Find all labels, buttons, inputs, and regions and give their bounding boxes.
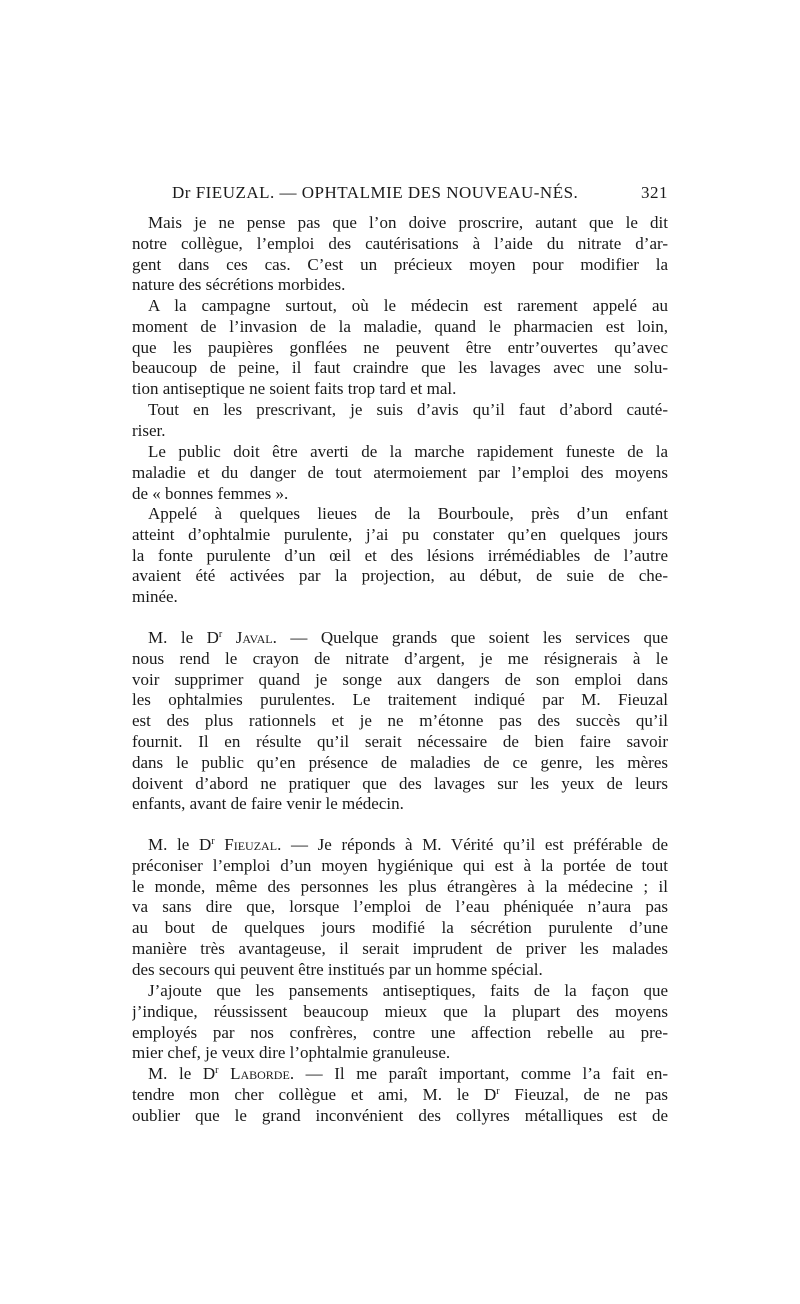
- speaker-name: Fieuzal: [224, 835, 278, 854]
- text-line: minée.: [132, 587, 178, 607]
- text-line: maladie et du danger de tout atermoiement par l’emploi des moyens: [132, 462, 668, 482]
- text-line: la fonte purulente d’un œil et des lésions irrémédiables de l’autre: [132, 545, 668, 565]
- text-line: Mais je ne pense pas que l’on doive proscrire, autant que le dit: [148, 213, 668, 232]
- text-line: notre collègue, l’emploi des cautérisations à l’aide du nitrate d’ar-: [132, 233, 668, 253]
- title-superscript: r: [211, 836, 215, 847]
- text-line: le monde, même des personnes les plus étrangères à la médecine ; il: [132, 876, 668, 896]
- paragraph: [132, 213, 668, 296]
- text-line: moment de l’invasion de la maladie, quand le pharmacien est loin,: [132, 316, 668, 336]
- text-line: tion antiseptique ne soient faits trop tard et mal.: [132, 379, 457, 399]
- text-line: préconiser l’emploi d’un moyen hygiénique qui est à la portée de tout: [132, 855, 668, 875]
- line-text: Quelque grands que soient les services que: [320, 628, 668, 647]
- text-line: avaient été activées par la projection, au début, de suie de che-: [132, 566, 668, 586]
- paragraph: [132, 1064, 668, 1126]
- text-line: dans le public qu’en présence de maladies de ce genre, les mères: [132, 752, 668, 772]
- text-line: J’ajoute que les pansements antiseptiques, faits de la façon que: [148, 981, 668, 1000]
- text-line: nous rend le crayon de nitrate d’argent, je me résignerais à le: [132, 648, 668, 668]
- text-line: Le public doit être averti de la marche rapidement funeste de la: [148, 442, 668, 461]
- line-text: tendre mon cher collègue et ami, M. le D: [132, 1084, 497, 1104]
- text-line: nature des sécrétions morbides.: [132, 275, 346, 295]
- text-line: beaucoup de peine, il faut craindre que les lavages avec une solu-: [132, 358, 668, 378]
- text-line: [132, 1064, 668, 1085]
- paragraph: [132, 504, 668, 608]
- speaker-name: Laborde: [230, 1064, 290, 1083]
- text-line: de « bonnes femmes ».: [132, 483, 289, 503]
- text-line: est des plus rationnels et je ne m’étonne pas des succès qu’il: [132, 711, 668, 731]
- text-line: gent dans ces cas. C’est un précieux moyen pour modifier la: [132, 254, 668, 274]
- speaker-title: M. le D: [148, 1064, 216, 1083]
- text-line: que les paupières gonflées ne peuvent être entr’ouvertes qu’avec: [132, 337, 668, 357]
- speaker-title: M. le D: [148, 628, 219, 647]
- text-line: mier chef, je veux dire l’ophtalmie granuleuse.: [132, 1043, 451, 1063]
- text-line: les ophtalmies purulentes. Le traitement indiqué par M. Fieuzal: [132, 690, 668, 710]
- text-line: riser.: [132, 420, 166, 440]
- line-text: Fieuzal, de ne pas: [499, 1084, 668, 1104]
- text-line: A la campagne surtout, où le médecin est rarement appelé au: [148, 296, 668, 315]
- text-line: manière très avantageuse, il serait imprudent de priver les malades: [132, 938, 668, 958]
- paragraph: [132, 442, 668, 504]
- text-line: va sans dire que, lorsque l’emploi de l’eau phéniquée n’aura pas: [132, 897, 668, 917]
- speaker-name: Javal: [235, 628, 273, 647]
- page-number: 321: [641, 183, 668, 202]
- running-header: [172, 183, 668, 207]
- text-line: [132, 628, 668, 649]
- text-line: au bout de quelques jours modifié la sécrétion purulente d’une: [132, 918, 668, 938]
- text-line: enfants, avant de faire venir le médecin.: [132, 794, 404, 814]
- speaker-separator: . —: [277, 835, 318, 854]
- text-line: des secours qui peuvent être institués par un homme spécial.: [132, 959, 543, 979]
- text-line: fournit. Il en résulte qu’il serait nécessaire de bien faire savoir: [132, 731, 668, 751]
- speaker-separator: . —: [289, 1064, 335, 1083]
- text-line: Tout en les prescrivant, je suis d’avis qu’il faut d’abord cauté-: [148, 400, 668, 419]
- text-line: atteint d’ophtalmie purulente, j’ai pu constater qu’en quelques jours: [132, 524, 668, 544]
- line-text: Il me paraît important, comme l’a fait en-: [334, 1064, 668, 1083]
- title-superscript: r: [496, 1085, 500, 1097]
- running-title: Dr FIEUZAL. — OPHTALMIE DES NOUVEAU-NÉS.: [172, 183, 579, 202]
- title-superscript: r: [215, 1065, 219, 1076]
- title-superscript: r: [218, 629, 223, 640]
- text-line: Appelé à quelques lieues de la Bourboule, près d’un enfant: [148, 504, 668, 523]
- line-text: Je réponds à M. Vérité qu’il est préférable de: [317, 835, 668, 854]
- text-line: [132, 1085, 668, 1106]
- paragraph: [132, 835, 668, 981]
- speaker-separator: . —: [272, 628, 321, 647]
- paragraph: [132, 296, 668, 400]
- text-line: [132, 835, 668, 856]
- text-line: oublier que le grand inconvénient des collyres métalliques est de: [132, 1105, 668, 1125]
- text-line: j’indique, réussissent beaucoup mieux que la plupart des moyens: [132, 1001, 668, 1021]
- text-line: employés par nos confrères, contre une affection rebelle au pre-: [132, 1022, 668, 1042]
- text-line: voir supprimer quand je songe aux dangers de son emploi dans: [132, 669, 668, 689]
- text-line: doivent d’abord ne pratiquer que des lavages sur les yeux de leurs: [132, 773, 668, 793]
- paragraph: [132, 400, 668, 442]
- paragraph: [132, 981, 668, 1064]
- paragraph: [132, 628, 668, 815]
- speaker-title: M. le D: [148, 835, 212, 854]
